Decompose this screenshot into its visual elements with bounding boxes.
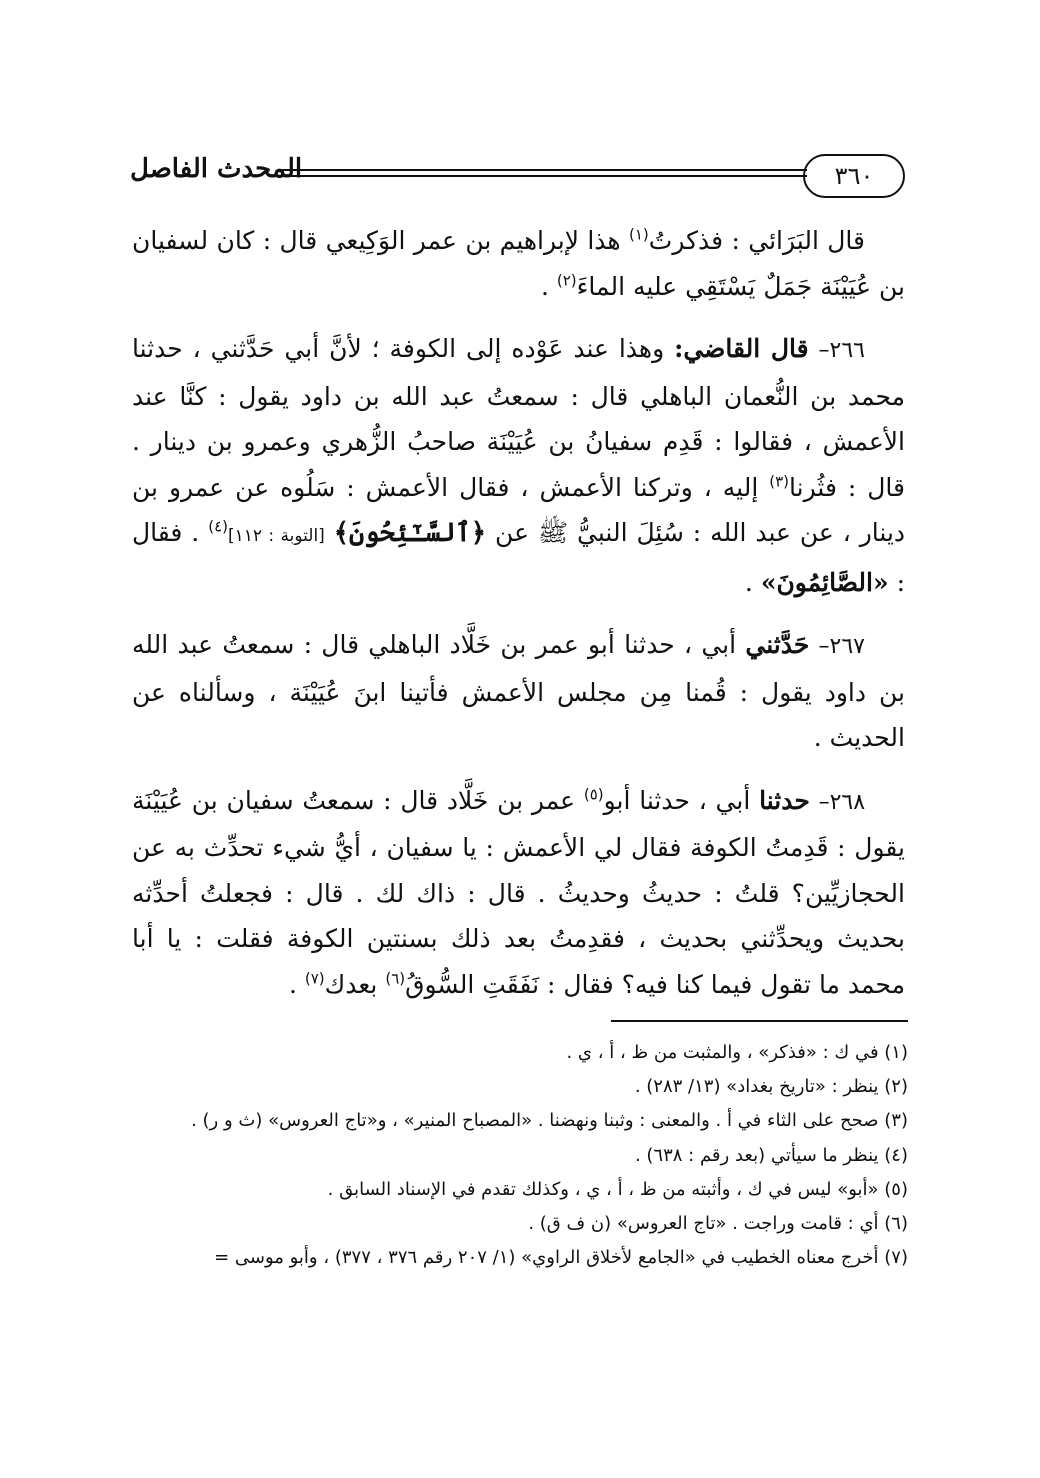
header-double-rule bbox=[278, 169, 807, 177]
bold-heading: حَدَّثني bbox=[745, 630, 810, 659]
quran-quote: ﴿ٱلسَّـٰٓئِحُونَ﴾ bbox=[333, 518, 487, 548]
paragraph-268: ٢٦٨– حدثنا أبي ، حدثنا أبو$^{(٥)}$ عمر بن خَلَّاد قال : سمعتُ سفيان بن عُيَيْنَة يقول : قَدِمتُ الكوفة فقال لي الأعمش : يا سفيان ، أيُّ شيء تحدِّث به عن الحجازيِّين؟ قلتُ : حديثُ وحديثُ . قال : ذاك لك . قال : فجعلتُ أحدِّثه بحديث ويحدِّثني بحديث ، فقدِمتُ بعد ذلك بسنتين الكوفة فقلت : يا أبا محمد ما تقول فيما كنا فيه؟ فقال : نَفَقَتِ السُّوقُ$^{(٦)}$ بعدك$^{(٧)}$ . bbox=[132, 785, 905, 999]
footnote-ref[interactable]: (٦) bbox=[385, 969, 406, 988]
bold-answer: «الصَّائِمُونَ» bbox=[760, 567, 889, 597]
footnote-ref[interactable]: (١) bbox=[629, 225, 649, 244]
book-title: المحدث الفاصل bbox=[130, 154, 303, 184]
footnote-item: (١) في ك : «فذكر» ، والمثبت من ظ ، أ ، ي . bbox=[566, 1042, 908, 1063]
footnote-ref[interactable]: (٣) bbox=[769, 472, 790, 491]
quran-reference: [التوبة : ١١٢] bbox=[227, 526, 325, 546]
paragraph-266: ٢٦٦– قال القاضي: وهذا عند عَوْده إلى الكوفة ؛ لأنَّ أبي حَدَّثني ، حدثنا محمد بن النُّعمان الباهلي قال : سمعتُ عبد الله بن داود يقول : كنَّا عند الأعمش ، فقالوا : قَدِم سفيانُ بن عُيَيْنَة صاحبُ الزُّهري وعمرو بن دينار . قال : فثُرنا$^{(٣)}$ إليه ، وتركنا الأعمش ، فقال الأعمش : سَلُوه عن عمرو بن دينار ، عن عبد الله : سُئِلَ النبيُّ ﷺ عن ﴿ٱلسَّـٰٓئِحُونَ﴾ [التوبة : ١١٢]$^{(٤)}$ . فقال : «الصَّائِمُونَ» . bbox=[132, 334, 906, 597]
footnote-ref[interactable]: (٥) bbox=[583, 785, 604, 804]
hadith-number: ٢٦٧– bbox=[818, 634, 865, 659]
page-number: ٣٦٠ bbox=[803, 154, 905, 198]
footnote-divider bbox=[611, 1020, 908, 1022]
footnote-item: (٥) «أبو» ليس في ك ، وأثبته من ظ ، أ ، ي ، وكذلك تقدم في الإسناد السابق . bbox=[327, 1178, 908, 1200]
hadith-number: ٢٦٨– bbox=[818, 789, 866, 815]
paragraph-267: ٢٦٧– حَدَّثني أبي ، حدثنا أبو عمر بن خَلَّاد الباهلي قال : سمعتُ عبد الله بن داود يقول : قُمنا مِن مجلس الأعمش فأتينا ابنَ عُيَيْنَة ، وسألناه عن الحديث . bbox=[132, 630, 905, 752]
footnote-item: (٣) صحح على الثاء في أ . والمعنى : وثبنا ونهضنا . «المصباح المنير» ، و«تاج العروس» (ث و ر) . bbox=[191, 1110, 908, 1132]
hadith-number: ٢٦٦– bbox=[818, 338, 865, 363]
page-header bbox=[130, 150, 905, 206]
bold-heading: قال القاضي: bbox=[674, 334, 809, 363]
footnote-item: (٤) ينظر ما سيأتي (بعد رقم : ٦٣٨) . bbox=[634, 1144, 908, 1166]
bold-heading: حدثنا bbox=[759, 785, 810, 815]
footnote-item: (٢) ينظر : «تاريخ بغداد» (١٣/ ٢٨٣) . bbox=[634, 1076, 908, 1098]
footnote-ref[interactable]: (٤) bbox=[208, 517, 228, 536]
footnote-ref[interactable]: (٢) bbox=[556, 271, 577, 290]
main-text bbox=[132, 218, 905, 1024]
footnote-ref[interactable]: (٧) bbox=[304, 969, 325, 988]
footnote-item: (٧) أخرج معناه الخطيب في «الجامع لأخلاق الراوي» (١/ ٢٠٧ رقم ٣٧٦ ، ٣٧٧) ، وأبو موسى = bbox=[214, 1247, 908, 1269]
footnote-item: (٦) أي : قامت وراجت . «تاج العروس» (ن ف ق) . bbox=[528, 1213, 908, 1235]
paragraph-intro: قال البَرَائي : فذكرتُ$^{(١)}$ هذا لإبراهيم بن عمر الوَكِيعي قال : كان لسفيان بن عُيَيْنَة جَمَلٌ يَسْتَقِي عليه الماءَ$^{(٢)}$ . bbox=[132, 225, 905, 301]
footnotes-list bbox=[128, 1036, 908, 1275]
